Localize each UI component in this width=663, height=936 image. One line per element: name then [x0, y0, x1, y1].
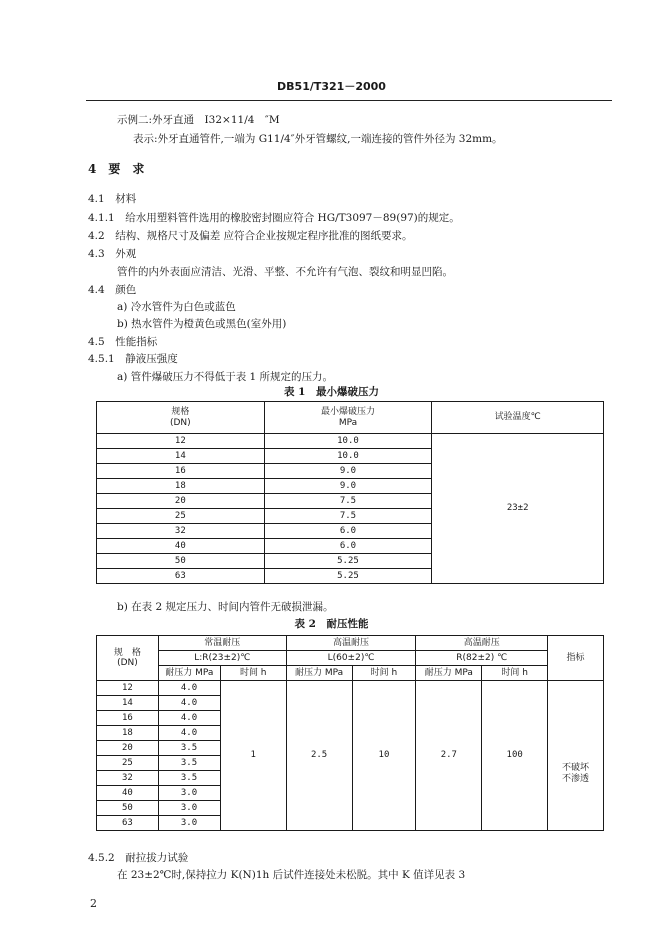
section-4-5-1-b: b) 在表 2 规定压力、时间内管件无破损泄漏。	[117, 601, 334, 613]
section-4-4-b: b) 热水管件为橙黄色或黑色(室外用)	[117, 318, 287, 330]
table2-dn-cell: 25	[97, 756, 159, 771]
section-4-5-1: 4.5.1 静液压强度	[88, 353, 178, 365]
table2-cond-high1: L(60±2)℃	[286, 651, 416, 666]
table2-sub-pressure-normal: 耐压力 MPa	[158, 666, 220, 681]
table1-header-spec	[97, 402, 265, 434]
section-4-1: 4.1 材料	[88, 193, 137, 205]
table2-dn-cell: 63	[97, 816, 159, 831]
table2-sub-time-high1: 时间 h	[352, 666, 416, 681]
table2-pressure-cell: 3.0	[158, 816, 220, 831]
table2-pressure-cell: 3.0	[158, 786, 220, 801]
table1-dn-cell: 50	[97, 554, 265, 569]
table1-pressure-cell: 7.5	[264, 509, 432, 524]
table1-dn-cell: 20	[97, 494, 265, 509]
table-2-pressure-performance	[96, 635, 604, 831]
page-number: 2	[90, 897, 97, 910]
table2-header-spec	[97, 636, 159, 681]
header-rule	[86, 100, 612, 101]
table2-dn-cell: 32	[97, 771, 159, 786]
table2-dn-cell: 40	[97, 786, 159, 801]
table2-sub-time-normal: 时间 h	[220, 666, 286, 681]
table1-pressure-cell: 7.5	[264, 494, 432, 509]
table2-caption: 表 2 耐压性能	[294, 618, 369, 630]
table2-dn-cell: 12	[97, 681, 159, 696]
table1-dn-cell: 16	[97, 464, 265, 479]
table1-header-spec-line2: (DN)	[169, 417, 191, 428]
table1-pressure-cell: 6.0	[264, 524, 432, 539]
table1-header-spec-line1: 规格	[171, 407, 190, 418]
section-4-title: 4 要 求	[88, 162, 145, 176]
table2-pressure-high1: 2.5	[286, 681, 352, 831]
table1-pressure-cell: 5.25	[264, 554, 432, 569]
table1-dn-cell: 14	[97, 449, 265, 464]
table1-header-pressure-line1: 最小爆破压力	[320, 407, 375, 418]
table-row	[97, 434, 604, 449]
table2-time-normal: 1	[220, 681, 286, 831]
section-4-4-a: a) 冷水管件为白色或蓝色	[117, 301, 236, 313]
table2-dn-cell: 18	[97, 726, 159, 741]
section-4-1-1: 4.1.1 给水用塑料管件选用的橡胶密封圈应符合 HG/T3097－89(97)的规定。	[88, 212, 460, 224]
section-4-3-text: 管件的内外表面应清洁、光滑、平整、不允许有气泡、裂纹和明显凹陷。	[117, 266, 453, 278]
table2-index-line2: 不渗透	[562, 773, 590, 784]
table1-dn-cell: 63	[97, 569, 265, 584]
table2-group-high1: 高温耐压	[286, 636, 416, 651]
table2-pressure-high2: 2.7	[416, 681, 482, 831]
table1-caption: 表 1 最小爆破压力	[284, 386, 379, 398]
example-description: 表示:外牙直通管件,一端为 G11/4″外牙管螺纹,一端连接的管件外径为 32mm。	[133, 133, 503, 145]
table1-dn-cell: 40	[97, 539, 265, 554]
section-4-4: 4.4 颜色	[88, 284, 137, 296]
table1-pressure-cell: 9.0	[264, 479, 432, 494]
table2-group-normal: 常温耐压	[158, 636, 286, 651]
section-4-2: 4.2 结构、规格尺寸及偏差 应符合企业按规定程序批准的图纸要求。	[88, 230, 413, 242]
table1-header-pressure-line2: MPa	[338, 417, 358, 428]
table1-pressure-cell: 5.25	[264, 569, 432, 584]
table2-group-high2: 高温耐压	[416, 636, 548, 651]
table1-dn-cell: 12	[97, 434, 265, 449]
section-4-5-2: 4.5.2 耐拉拔力试验	[88, 852, 189, 864]
table2-time-high2: 100	[482, 681, 548, 831]
document-code-header: DB51/T321－2000	[277, 80, 386, 93]
table1-pressure-cell: 10.0	[264, 434, 432, 449]
table1-dn-cell: 25	[97, 509, 265, 524]
table2-header-index: 指标	[548, 636, 604, 681]
section-4-3: 4.3 外观	[88, 248, 137, 260]
table2-pressure-cell: 3.0	[158, 801, 220, 816]
table2-header-spec-line1: 规 格	[113, 647, 141, 658]
table2-cond-high2: R(82±2) ℃	[416, 651, 548, 666]
table2-pressure-cell: 3.5	[158, 771, 220, 786]
table2-cond-normal: L:R(23±2)℃	[158, 651, 286, 666]
table2-pressure-cell: 4.0	[158, 726, 220, 741]
table2-pressure-cell: 4.0	[158, 681, 220, 696]
table2-sub-pressure-high1: 耐压力 MPa	[286, 666, 352, 681]
table1-dn-cell: 32	[97, 524, 265, 539]
table1-header-pressure	[264, 402, 432, 434]
section-4-5: 4.5 性能指标	[88, 336, 158, 348]
table-1-min-burst-pressure	[96, 401, 604, 584]
table1-pressure-cell: 10.0	[264, 449, 432, 464]
table1-header-temp: 试验温度℃	[432, 402, 604, 434]
section-4-5-1-a: a) 管件爆破压力不得低于表 1 所规定的压力。	[117, 371, 334, 383]
table1-pressure-cell: 6.0	[264, 539, 432, 554]
table2-dn-cell: 14	[97, 696, 159, 711]
table1-pressure-cell: 9.0	[264, 464, 432, 479]
table2-pressure-cell: 4.0	[158, 711, 220, 726]
table-row	[97, 681, 604, 696]
table2-sub-pressure-high2: 耐压力 MPa	[416, 666, 482, 681]
table2-time-high1: 10	[352, 681, 416, 831]
table2-index-cell	[548, 681, 604, 831]
table2-pressure-cell: 4.0	[158, 696, 220, 711]
table1-temp-cell: 23±2	[432, 434, 604, 584]
example-line: 示例二:外牙直通 I32×11/4 ″M	[117, 114, 280, 126]
table2-dn-cell: 20	[97, 741, 159, 756]
table2-pressure-cell: 3.5	[158, 756, 220, 771]
table2-dn-cell: 50	[97, 801, 159, 816]
table2-dn-cell: 16	[97, 711, 159, 726]
section-4-5-2-text: 在 23±2℃时,保持拉力 K(N)1h 后试件连接处未松脱。其中 K 值详见表 3	[117, 869, 466, 881]
table2-pressure-cell: 3.5	[158, 741, 220, 756]
table2-sub-time-high2: 时间 h	[482, 666, 548, 681]
table2-index-line1: 不破坏	[562, 763, 590, 774]
table2-header-spec-line2: (DN)	[117, 658, 138, 668]
table1-dn-cell: 18	[97, 479, 265, 494]
